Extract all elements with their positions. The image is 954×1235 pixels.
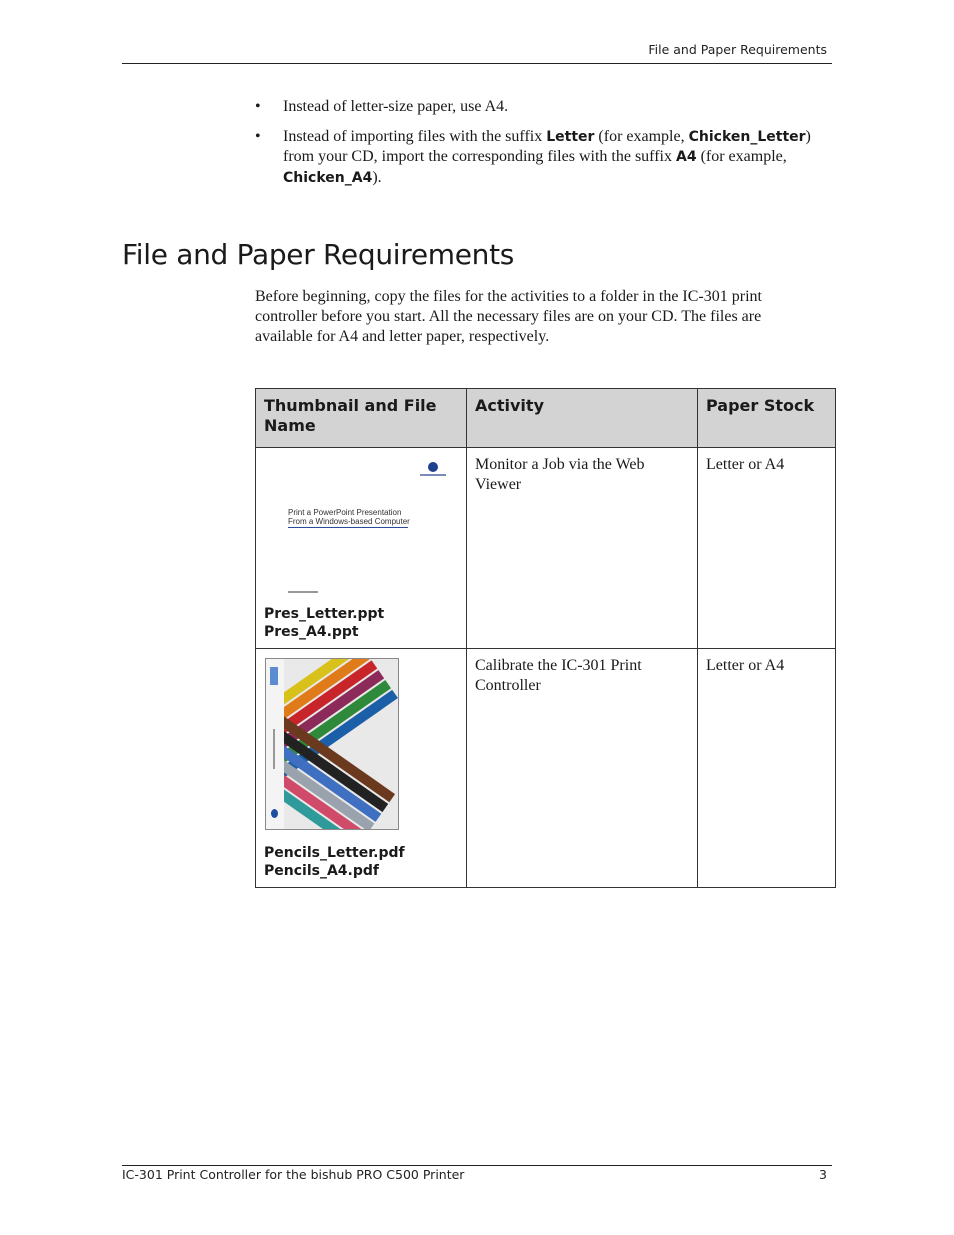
bullet-text-part: ) from your CD, import the corresponding files with the suffix — [283, 127, 811, 165]
bullet-text-part: (for example, — [594, 127, 689, 145]
footer-rule — [122, 1165, 832, 1166]
activity-cell: Calibrate the IC-301 Print Controller — [467, 649, 698, 888]
bullet-dot: • — [255, 127, 261, 145]
thumbnail-footer-mark — [288, 591, 318, 593]
bullet-list — [255, 97, 825, 197]
logo-icon — [428, 462, 438, 472]
table-row — [256, 649, 836, 888]
table-header-row — [256, 389, 836, 448]
thumbnail-cell — [256, 448, 467, 649]
pencils-image — [284, 659, 398, 829]
paper-stock-cell: Letter or A4 — [698, 649, 836, 888]
bullet-item — [255, 127, 825, 189]
pencils-thumbnail — [265, 658, 399, 830]
footer-title: IC-301 Print Controller for the bishub PRO C500 Printer — [122, 1167, 465, 1182]
bullet-bold-term: A4 — [675, 149, 697, 165]
intro-paragraph: Before beginning, copy the files for the activities to a folder in the IC-301 print controller before you start. All the necessary files are on your CD. The files are available for A4 and letter paper, respectively. — [255, 288, 762, 345]
bullet-bold-term: Chicken_Letter — [688, 128, 806, 145]
presentation-thumbnail — [264, 456, 444, 596]
file-name: Pencils_Letter.pdf — [264, 845, 405, 861]
bullet-bold-term: Letter — [546, 128, 595, 145]
running-header: File and Paper Requirements — [648, 42, 827, 57]
thumbnail-title — [288, 508, 410, 526]
section-heading: File and Paper Requirements — [122, 238, 515, 271]
thumbnail-side-strip — [266, 659, 284, 829]
vertical-caption-mark — [273, 729, 275, 769]
file-names — [264, 605, 384, 641]
bullet-text: Instead of letter-size paper, use A4. — [283, 98, 509, 115]
bullet-bold-term: Chicken_A4 — [283, 169, 373, 186]
paper-stock-cell: Letter or A4 — [698, 448, 836, 649]
thumbnail-title-line: From a Windows-based Computer — [288, 517, 410, 526]
column-header-thumbnail: Thumbnail and File Name — [256, 389, 467, 448]
thumbnail-underline — [288, 527, 408, 528]
pencils-illustration — [284, 659, 398, 829]
file-name: Pres_Letter.ppt — [264, 606, 385, 622]
bullet-text-part: ). — [372, 168, 382, 186]
bullet-dot: • — [255, 98, 261, 115]
column-header-paper-stock: Paper Stock — [698, 389, 836, 448]
logo-block — [270, 667, 278, 685]
page-number: 3 — [819, 1167, 827, 1182]
file-names — [264, 844, 405, 880]
file-name: Pres_A4.ppt — [264, 624, 359, 640]
column-header-activity: Activity — [467, 389, 698, 448]
table-row — [256, 448, 836, 649]
file-requirements-table — [255, 388, 836, 888]
bullet-text-part: (for example, — [696, 148, 787, 165]
activity-cell: Monitor a Job via the Web Viewer — [467, 448, 698, 649]
logo-caption-mark — [420, 474, 446, 476]
logo-icon — [271, 809, 278, 818]
header-rule — [122, 63, 832, 64]
file-name: Pencils_A4.pdf — [264, 863, 379, 879]
thumbnail-title-line: Print a PowerPoint Presentation — [288, 508, 402, 517]
bullet-text-part: Instead of importing files with the suffix — [283, 127, 547, 145]
thumbnail-cell — [256, 649, 467, 888]
bullet-item — [255, 97, 825, 118]
